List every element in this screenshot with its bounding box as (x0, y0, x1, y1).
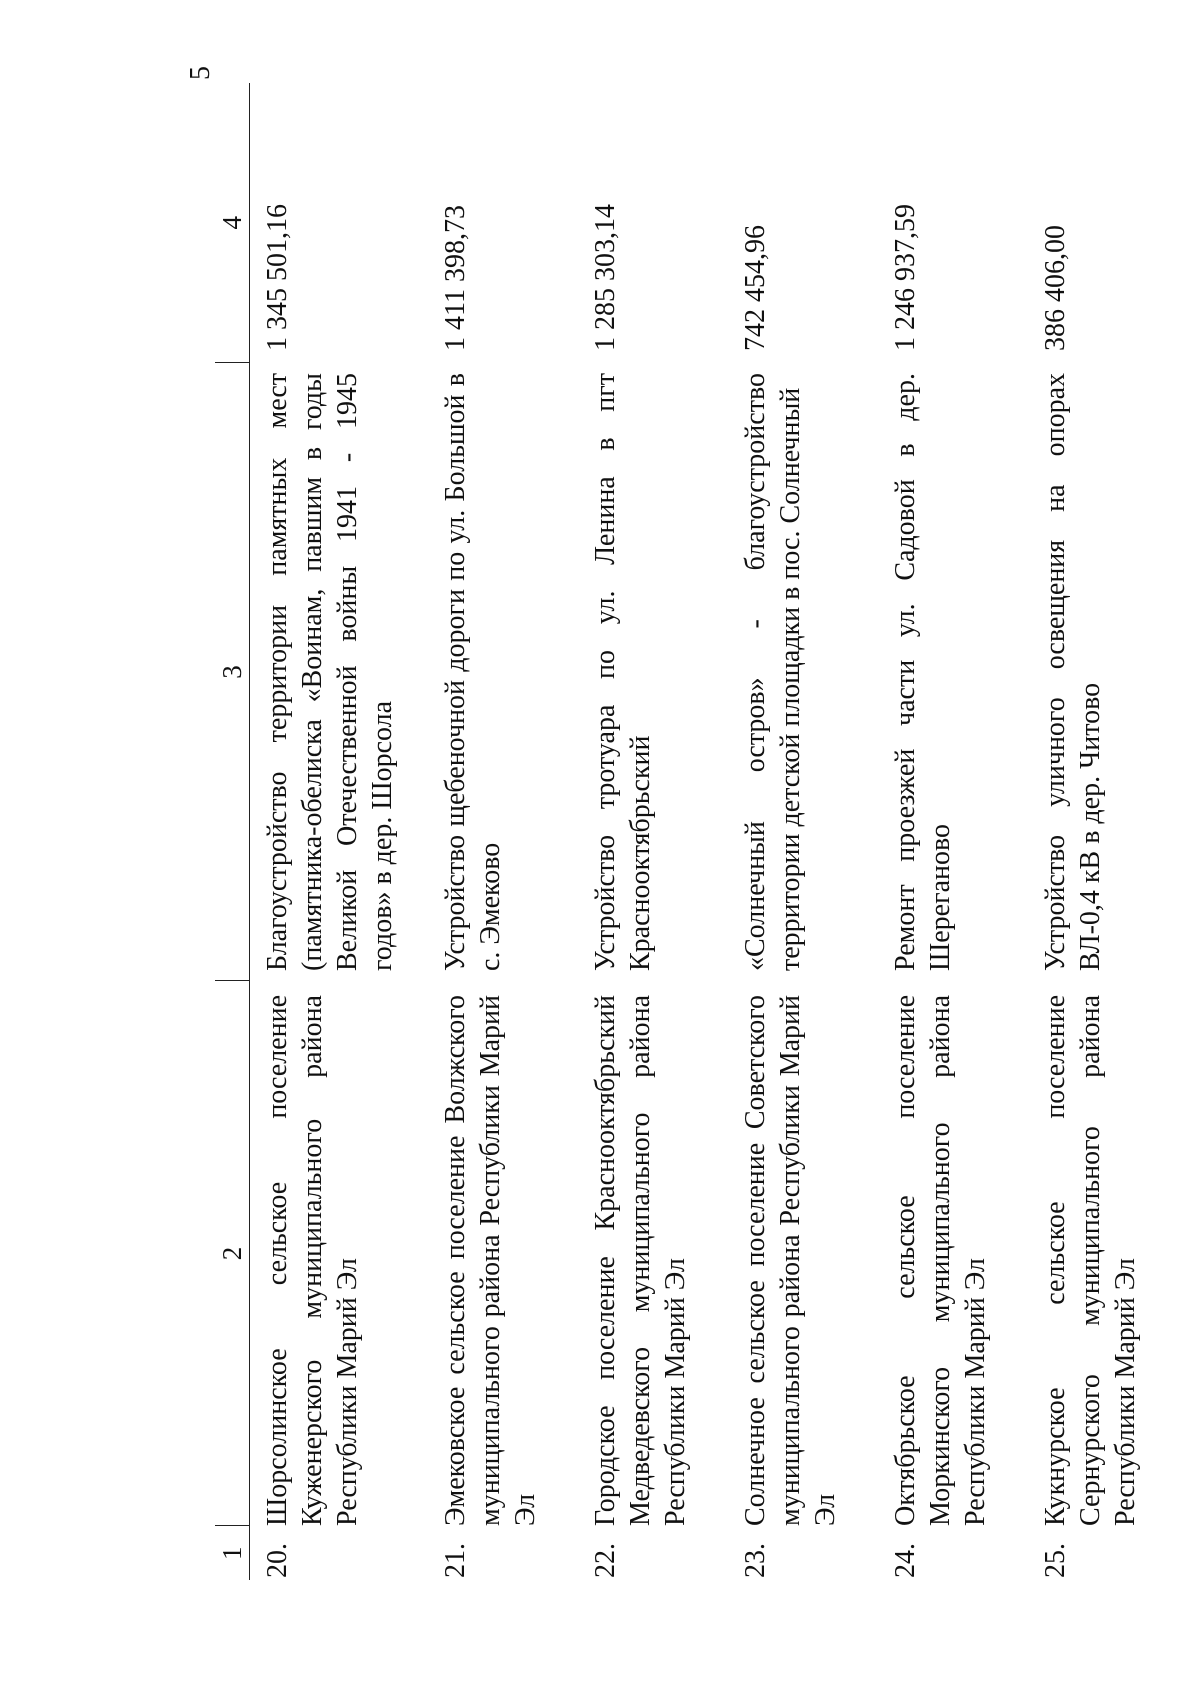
municipality-cell: Октябрьское сельское поселение Моркинского муниципального района Республики Марий Эл (889, 995, 991, 1526)
amount-cell: 1 345 501,16 (262, 204, 293, 351)
table-row (578, 83, 728, 1580)
page-number: 5 (185, 66, 216, 80)
header-col-4: 4 (215, 83, 250, 363)
row-number: 21. (439, 1543, 471, 1578)
object-cell: «Солнечный остров» - благоустройство территории детской площадки в пос. Солнечный (739, 373, 806, 971)
amount-cell: 1 285 303,14 (589, 204, 621, 351)
municipality-cell: Шорсолинское сельское поселение Куженерского муниципального района Республики Марий Эл (262, 995, 363, 1526)
object-cell: Устройство тротуара по ул. Ленина в пгт Краснооктябрьский (589, 373, 656, 971)
row-number: 24. (889, 1543, 921, 1578)
municipality-cell: Эмековское сельское поселение Волжского муниципального района Республики Марий Эл (439, 995, 541, 1526)
municipality-cell: Городское поселение Краснооктябрьский Медведевского муниципального района Республики Марий Эл (589, 995, 691, 1526)
header-col-1: 1 (215, 1526, 250, 1580)
header-col-2: 2 (215, 981, 250, 1526)
amount-cell: 1 411 398,73 (439, 205, 471, 351)
row-number: 22. (589, 1543, 621, 1578)
object-cell: Благоустройство территории памятных мест (памятника-обелиска «Воинам, павшим в годы Великой Отечественной войны 1941 - 1945 годов» в дер. Шорсола (262, 373, 398, 971)
table-header-row (215, 83, 250, 1580)
object-cell: Устройство уличного освещения на опорах ВЛ-0,4 кВ в дер. Читово (1039, 373, 1106, 971)
object-cell: Устройство щебеночной дороги по ул. Большой в с. Эмеково (439, 373, 506, 971)
table-row (250, 83, 428, 1580)
table-row (1028, 83, 1178, 1580)
amount-cell: 386 406,00 (1039, 225, 1071, 351)
rotated-document (185, 66, 1200, 1580)
amount-cell: 742 454,96 (739, 225, 771, 351)
table-row (728, 83, 878, 1580)
data-table (215, 83, 1178, 1580)
row-number: 25. (1039, 1543, 1071, 1578)
municipality-cell: Кукнурское сельское поселение Сернурского муниципального района Республики Марий Эл (1039, 995, 1141, 1526)
row-number: 23. (739, 1543, 771, 1578)
header-col-3: 3 (215, 363, 250, 981)
object-cell: Ремонт проезжей части ул. Садовой в дер. Шереганово (889, 373, 956, 971)
municipality-cell: Солнечное сельское поселение Советского муниципального района Республики Марий Эл (739, 995, 841, 1526)
table-row (428, 83, 578, 1580)
table-row (878, 83, 1028, 1580)
amount-cell: 1 246 937,59 (889, 204, 921, 351)
row-number: 20. (262, 1543, 293, 1578)
